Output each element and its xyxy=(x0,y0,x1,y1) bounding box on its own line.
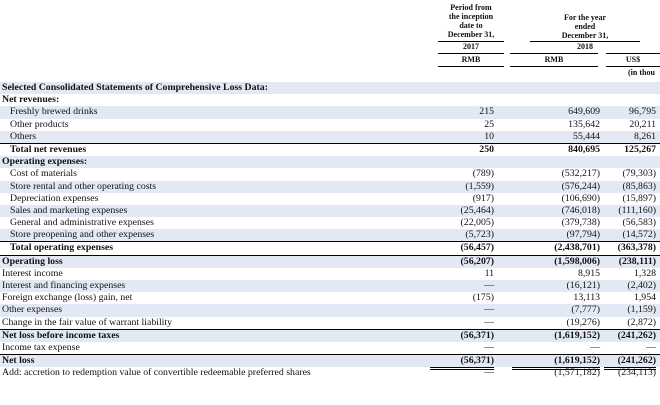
unit-usd-2018: US$ xyxy=(625,55,641,64)
cell-value: 11 xyxy=(484,267,494,279)
row-label: Total net revenues xyxy=(10,143,87,155)
table-row xyxy=(0,205,660,217)
row-label: Freshly brewed drinks xyxy=(10,106,98,118)
cell-value: 8,915 xyxy=(577,267,600,279)
table-row xyxy=(0,168,660,180)
column-header-year xyxy=(530,13,640,40)
cell-value: (238,111) xyxy=(618,255,656,267)
column-header-period xyxy=(438,3,504,39)
cell-value: (1,159) xyxy=(627,304,656,316)
year-rule xyxy=(438,53,504,54)
row-label: Net loss before income taxes xyxy=(2,329,120,341)
cell-value: (241,262) xyxy=(604,355,656,370)
cell-value: 8,261 xyxy=(633,130,656,142)
cell-value: (532,217) xyxy=(561,168,600,180)
cell-value: (379,738) xyxy=(561,217,600,229)
table-row xyxy=(0,94,660,106)
year-rule xyxy=(510,53,598,54)
table-row xyxy=(0,217,660,229)
cell-value: (56,207) xyxy=(460,255,494,267)
cell-value: 250 xyxy=(479,143,494,155)
cell-value: (576,244) xyxy=(561,180,600,192)
cell-value: — xyxy=(484,341,494,353)
cell-value: 25 xyxy=(484,118,494,130)
column-header-line: the inception xyxy=(448,12,494,21)
cell-value: 55,444 xyxy=(573,130,600,142)
table-row xyxy=(0,304,660,316)
row-label: Income tax expense xyxy=(2,341,80,353)
cell-value: 13,113 xyxy=(573,292,600,304)
table-row xyxy=(0,156,660,168)
unit-rmb-2018: RMB xyxy=(544,55,564,64)
cell-value: — xyxy=(484,280,494,291)
row-label: Operating loss xyxy=(2,255,63,267)
cell-value: (97,794) xyxy=(566,229,600,241)
row-label: Foreign exchange (loss) gain, net xyxy=(2,292,133,304)
row-label: Net revenues: xyxy=(2,94,60,106)
table-row xyxy=(0,82,660,94)
unit-rule xyxy=(438,66,504,67)
cell-value: (25,464) xyxy=(460,204,494,216)
cell-value: 215 xyxy=(479,106,494,118)
row-label: General and administrative expenses xyxy=(10,217,154,229)
table-row xyxy=(0,342,660,354)
cell-value: (85,863) xyxy=(622,180,656,192)
cell-value: (16,121) xyxy=(566,280,600,291)
row-label: Total operating expenses xyxy=(10,242,114,254)
cell-value: (241,262) xyxy=(617,329,656,341)
cell-value: (111,160) xyxy=(618,204,656,216)
row-label: Change in the fair value of warrant liability xyxy=(2,316,173,328)
table-row xyxy=(0,131,660,143)
units-note: (in thou xyxy=(628,68,655,77)
cell-value: (746,018) xyxy=(561,204,600,216)
column-header-line: For the year xyxy=(563,13,607,22)
cell-value: 96,795 xyxy=(629,106,656,118)
table-row xyxy=(0,255,660,268)
cell-value: (2,872) xyxy=(627,316,656,328)
row-label: Depreciation expenses xyxy=(10,192,99,204)
financial-table xyxy=(0,82,660,380)
year-2017-label: 2017 xyxy=(463,42,479,51)
cell-value: (22,005) xyxy=(460,217,494,229)
table-row xyxy=(0,280,660,292)
cell-value: (56,457) xyxy=(460,242,494,254)
table-row xyxy=(0,229,660,241)
table-row xyxy=(0,143,660,156)
cell-value: (234,113) xyxy=(617,367,656,379)
cell-value: (106,690) xyxy=(561,192,600,204)
row-label: Store preopening and other expenses xyxy=(10,229,155,241)
cell-value: (56,583) xyxy=(622,217,656,229)
cell-value: (1,571,182) xyxy=(554,367,600,379)
cell-value: — xyxy=(590,341,600,353)
cell-value: — xyxy=(646,341,656,353)
cell-value: 10 xyxy=(484,130,494,142)
column-header-line: date to xyxy=(459,21,483,30)
table-row xyxy=(0,317,660,329)
row-label: Others xyxy=(10,130,37,142)
cell-value: (789) xyxy=(472,168,494,180)
row-label: Other expenses xyxy=(2,304,63,316)
cell-value: 1,328 xyxy=(633,267,656,279)
cell-value: (175) xyxy=(472,292,494,304)
column-header-line: December 31, xyxy=(561,31,609,40)
year-2018-label: 2018 xyxy=(577,42,593,51)
table-row xyxy=(0,329,660,342)
cell-value: 649,609 xyxy=(568,106,600,118)
cell-value: — xyxy=(484,316,494,328)
cell-value: (917) xyxy=(472,192,494,204)
cell-value: 1,954 xyxy=(633,292,656,304)
unit-rule xyxy=(606,66,660,67)
table-row xyxy=(0,241,660,254)
cell-value: (1,619,152) xyxy=(554,329,600,341)
cell-value: 20,211 xyxy=(629,118,656,130)
row-label: Selected Consolidated Statements of Comprehensive Loss Data: xyxy=(2,82,268,93)
unit-rmb-2017: RMB xyxy=(461,55,481,64)
row-label: Interest and financing expenses xyxy=(2,280,126,291)
table-row xyxy=(0,354,660,367)
cell-value: 840,695 xyxy=(568,143,600,155)
row-label: Sales and marketing expenses xyxy=(10,204,128,216)
row-label: Net loss xyxy=(2,355,35,367)
cell-value: (1,619,152) xyxy=(512,355,600,370)
cell-value: 125,267 xyxy=(624,143,656,155)
row-label: Interest income xyxy=(2,267,63,279)
cell-value: — xyxy=(484,367,494,379)
cell-value: (15,897) xyxy=(622,192,656,204)
cell-value: (1,559) xyxy=(465,180,494,192)
year-rule xyxy=(606,53,660,54)
cell-value: (7,777) xyxy=(571,304,600,316)
column-header-line: December 31, xyxy=(447,30,495,39)
row-label: Cost of materials xyxy=(10,168,77,180)
cell-value: (1,598,006) xyxy=(554,255,600,267)
unit-rule xyxy=(510,66,598,67)
row-label: Other products xyxy=(10,118,69,130)
table-row xyxy=(0,367,660,379)
table-row xyxy=(0,292,660,304)
column-header-line: ended xyxy=(574,22,596,31)
cell-value: (5,723) xyxy=(465,229,494,241)
cell-value: (14,572) xyxy=(622,229,656,241)
cell-value: (19,276) xyxy=(566,316,600,328)
table-row xyxy=(0,106,660,118)
row-label: Add: accretion to redemption value of convertible redeemable preferred shares xyxy=(2,367,311,379)
cell-value: (363,378) xyxy=(617,242,656,254)
row-label: Operating expenses: xyxy=(2,156,88,168)
table-row xyxy=(0,193,660,205)
row-label: Store rental and other operating costs xyxy=(10,180,157,192)
column-header-line: Period from xyxy=(450,3,492,12)
cell-value: (2,438,701) xyxy=(554,242,600,254)
cell-value: (56,371) xyxy=(430,355,494,370)
cell-value: (56,371) xyxy=(460,329,494,341)
table-row xyxy=(0,119,660,131)
table-row xyxy=(0,181,660,193)
cell-value: (2,402) xyxy=(627,280,656,291)
cell-value: (79,303) xyxy=(622,168,656,180)
cell-value: — xyxy=(484,304,494,316)
table-row xyxy=(0,268,660,280)
cell-value: 135,642 xyxy=(568,118,600,130)
